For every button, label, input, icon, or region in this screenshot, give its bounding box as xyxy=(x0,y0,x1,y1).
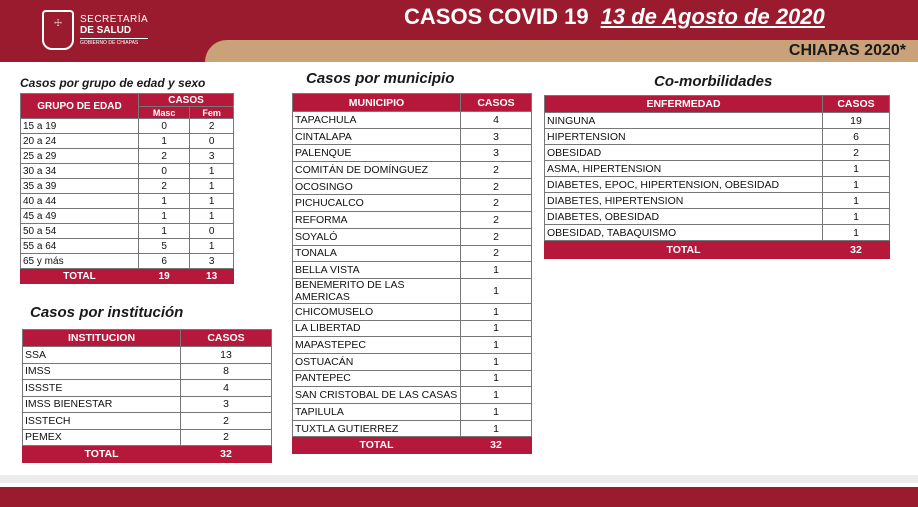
disease-name-cell: OBESIDAD xyxy=(545,145,823,161)
municipality-name-cell: TAPACHULA xyxy=(293,112,461,129)
col-group-header: GRUPO DE EDAD xyxy=(21,94,139,119)
table-row xyxy=(293,195,532,212)
municipality-name-cell: BENEMERITO DE LAS AMERICAS xyxy=(293,278,461,303)
disease-name-cell: NINGUNA xyxy=(545,113,823,129)
table-row xyxy=(545,161,890,177)
municipality-name-cell: MAPASTEPEC xyxy=(293,337,461,354)
table-row xyxy=(293,212,532,229)
col-masc-header: Masc xyxy=(139,107,190,119)
age-group-cell: 25 a 29 xyxy=(21,149,139,164)
cases-cell: 1 xyxy=(823,177,890,193)
total-row xyxy=(23,446,272,463)
cases-cell: 1 xyxy=(461,353,532,370)
table-row xyxy=(21,119,234,134)
age-group-cell: 55 a 64 xyxy=(21,239,139,254)
institution-name-cell: IMSS xyxy=(23,363,181,380)
cases-cell: 1 xyxy=(461,337,532,354)
title-date: 13 de Agosto de 2020 xyxy=(600,4,825,29)
municipality-name-cell: TAPILULA xyxy=(293,404,461,421)
cases-cell: 2 xyxy=(823,145,890,161)
fem-cell: 0 xyxy=(190,224,234,239)
masc-cell: 1 xyxy=(139,134,190,149)
cases-cell: 2 xyxy=(461,212,532,229)
fem-cell: 1 xyxy=(190,239,234,254)
total-value: 32 xyxy=(823,241,890,259)
cases-cell: 1 xyxy=(461,370,532,387)
table-row xyxy=(23,380,272,397)
table-row xyxy=(293,112,532,129)
table-row xyxy=(21,164,234,179)
disease-name-cell: ASMA, HIPERTENSION xyxy=(545,161,823,177)
total-label: TOTAL xyxy=(23,446,181,463)
total-fem: 13 xyxy=(190,269,234,284)
table-row xyxy=(21,134,234,149)
col-mun-header: MUNICIPIO xyxy=(293,94,461,112)
table-row xyxy=(23,396,272,413)
age-group-cell: 50 a 54 xyxy=(21,224,139,239)
cases-cell: 8 xyxy=(181,363,272,380)
comorbidities-title: Co-morbilidades xyxy=(654,73,773,90)
table-row xyxy=(545,145,890,161)
municipality-title: Casos por municipio xyxy=(306,70,455,87)
disease-name-cell: HIPERTENSION xyxy=(545,129,823,145)
age-group-cell: 65 y más xyxy=(21,254,139,269)
fem-cell: 1 xyxy=(190,179,234,194)
cases-cell: 2 xyxy=(461,195,532,212)
institution-name-cell: PEMEX xyxy=(23,429,181,446)
cases-cell: 4 xyxy=(461,112,532,129)
age-group-cell: 35 a 39 xyxy=(21,179,139,194)
table-row xyxy=(293,420,532,437)
institution-title: Casos por institución xyxy=(30,304,184,321)
masc-cell: 2 xyxy=(139,149,190,164)
institution-name-cell: SSA xyxy=(23,347,181,364)
cases-cell: 19 xyxy=(823,113,890,129)
cases-cell: 1 xyxy=(461,278,532,303)
institution-name-cell: ISSTECH xyxy=(23,413,181,430)
logo-line2: DE SALUD xyxy=(80,25,132,36)
table-row xyxy=(293,162,532,179)
age-sex-table xyxy=(20,93,234,284)
municipality-name-cell: OCOSINGO xyxy=(293,178,461,195)
cases-cell: 2 xyxy=(181,429,272,446)
table-row xyxy=(545,193,890,209)
cases-cell: 3 xyxy=(181,396,272,413)
total-masc: 19 xyxy=(139,269,190,284)
col-com-cases-header: CASOS xyxy=(823,96,890,113)
masc-cell: 1 xyxy=(139,209,190,224)
cases-cell: 6 xyxy=(823,129,890,145)
page-title xyxy=(404,4,825,30)
disease-name-cell: DIABETES, EPOC, HIPERTENSION, OBESIDAD xyxy=(545,177,823,193)
total-value: 32 xyxy=(461,437,532,454)
table-row xyxy=(545,113,890,129)
municipality-name-cell: CINTALAPA xyxy=(293,128,461,145)
municipality-name-cell: PALENQUE xyxy=(293,145,461,162)
table-row xyxy=(293,178,532,195)
masc-cell: 0 xyxy=(139,119,190,134)
cases-cell: 1 xyxy=(823,209,890,225)
cases-cell: 13 xyxy=(181,347,272,364)
fem-cell: 2 xyxy=(190,119,234,134)
cases-cell: 1 xyxy=(461,387,532,404)
table-row xyxy=(293,128,532,145)
table-row xyxy=(293,320,532,337)
municipality-name-cell: TUXTLA GUTIERREZ xyxy=(293,420,461,437)
masc-cell: 0 xyxy=(139,164,190,179)
col-fem-header: Fem xyxy=(190,107,234,119)
municipality-name-cell: PANTEPEC xyxy=(293,370,461,387)
table-row xyxy=(293,145,532,162)
table-row xyxy=(293,303,532,320)
age-group-cell: 45 a 49 xyxy=(21,209,139,224)
municipality-name-cell: SOYALÓ xyxy=(293,228,461,245)
institution-name-cell: IMSS BIENESTAR xyxy=(23,396,181,413)
municipality-name-cell: LA LIBERTAD xyxy=(293,320,461,337)
fem-cell: 3 xyxy=(190,149,234,164)
cases-cell: 3 xyxy=(461,128,532,145)
cases-cell: 1 xyxy=(823,161,890,177)
table-row xyxy=(21,224,234,239)
age-group-cell: 40 a 44 xyxy=(21,194,139,209)
cases-cell: 4 xyxy=(181,380,272,397)
table-row xyxy=(21,209,234,224)
table-row xyxy=(293,262,532,279)
footer-divider xyxy=(0,475,918,483)
logo-line3: GOBIERNO DE CHIAPAS xyxy=(80,38,148,46)
municipality-name-cell: BELLA VISTA xyxy=(293,262,461,279)
col-disease-header: ENFERMEDAD xyxy=(545,96,823,113)
table-row xyxy=(21,239,234,254)
total-label: TOTAL xyxy=(293,437,461,454)
total-row xyxy=(21,269,234,284)
cases-cell: 3 xyxy=(461,145,532,162)
table-row xyxy=(293,278,532,303)
page-subtitle: CHIAPAS 2020* xyxy=(788,42,906,59)
table-row xyxy=(23,429,272,446)
masc-cell: 5 xyxy=(139,239,190,254)
comorbidities-table xyxy=(544,95,890,259)
table-row xyxy=(23,347,272,364)
age-group-cell: 20 a 24 xyxy=(21,134,139,149)
table-row xyxy=(293,370,532,387)
col-inst-cases-header: CASOS xyxy=(181,330,272,347)
disease-name-cell: DIABETES, OBESIDAD xyxy=(545,209,823,225)
total-label: TOTAL xyxy=(21,269,139,284)
table-row xyxy=(545,209,890,225)
fem-cell: 1 xyxy=(190,209,234,224)
footer-bar xyxy=(0,487,918,507)
cases-cell: 2 xyxy=(461,162,532,179)
masc-cell: 1 xyxy=(139,224,190,239)
secretaria-salud-logo: ☩ xyxy=(42,10,74,50)
col-cases-header: CASOS xyxy=(139,94,234,107)
municipality-name-cell: CHICOMUSELO xyxy=(293,303,461,320)
title-text: CASOS COVID 19 xyxy=(404,4,589,29)
table-row xyxy=(23,413,272,430)
masc-cell: 2 xyxy=(139,179,190,194)
municipality-name-cell: SAN CRISTOBAL DE LAS CASAS xyxy=(293,387,461,404)
municipality-name-cell: OSTUACÁN xyxy=(293,353,461,370)
municipality-name-cell: PICHUCALCO xyxy=(293,195,461,212)
logo-text xyxy=(80,14,148,46)
municipality-name-cell: REFORMA xyxy=(293,212,461,229)
fem-cell: 3 xyxy=(190,254,234,269)
cases-cell: 1 xyxy=(461,303,532,320)
age-sex-title: Casos por grupo de edad y sexo xyxy=(20,76,206,90)
table-row xyxy=(293,404,532,421)
masc-cell: 1 xyxy=(139,194,190,209)
total-row xyxy=(545,241,890,259)
total-row xyxy=(293,437,532,454)
cases-cell: 1 xyxy=(823,225,890,241)
masc-cell: 6 xyxy=(139,254,190,269)
municipality-table xyxy=(292,93,532,454)
col-mun-cases-header: CASOS xyxy=(461,94,532,112)
fem-cell: 0 xyxy=(190,134,234,149)
disease-name-cell: DIABETES, HIPERTENSION xyxy=(545,193,823,209)
table-row xyxy=(293,245,532,262)
fem-cell: 1 xyxy=(190,194,234,209)
institution-name-cell: ISSSTE xyxy=(23,380,181,397)
municipality-name-cell: TONALA xyxy=(293,245,461,262)
table-row xyxy=(21,254,234,269)
table-row xyxy=(293,337,532,354)
table-row xyxy=(21,149,234,164)
cases-cell: 1 xyxy=(461,404,532,421)
cases-cell: 2 xyxy=(461,245,532,262)
total-value: 32 xyxy=(181,446,272,463)
col-inst-header: INSTITUCION xyxy=(23,330,181,347)
table-row xyxy=(21,194,234,209)
disease-name-cell: OBESIDAD, TABAQUISMO xyxy=(545,225,823,241)
municipality-name-cell: COMITÁN DE DOMÍNGUEZ xyxy=(293,162,461,179)
table-row xyxy=(293,387,532,404)
cases-cell: 1 xyxy=(461,262,532,279)
table-row xyxy=(545,177,890,193)
cases-cell: 2 xyxy=(181,413,272,430)
table-row xyxy=(293,353,532,370)
cases-cell: 1 xyxy=(461,320,532,337)
age-group-cell: 30 a 34 xyxy=(21,164,139,179)
cases-cell: 1 xyxy=(461,420,532,437)
age-group-cell: 15 a 19 xyxy=(21,119,139,134)
institution-table xyxy=(22,329,272,463)
fem-cell: 1 xyxy=(190,164,234,179)
cases-cell: 1 xyxy=(823,193,890,209)
table-row xyxy=(21,179,234,194)
table-row xyxy=(293,228,532,245)
logo-line1: SECRETARÍA xyxy=(80,14,149,25)
table-row xyxy=(545,225,890,241)
total-label: TOTAL xyxy=(545,241,823,259)
table-row xyxy=(545,129,890,145)
table-row xyxy=(23,363,272,380)
cases-cell: 2 xyxy=(461,228,532,245)
cases-cell: 2 xyxy=(461,178,532,195)
